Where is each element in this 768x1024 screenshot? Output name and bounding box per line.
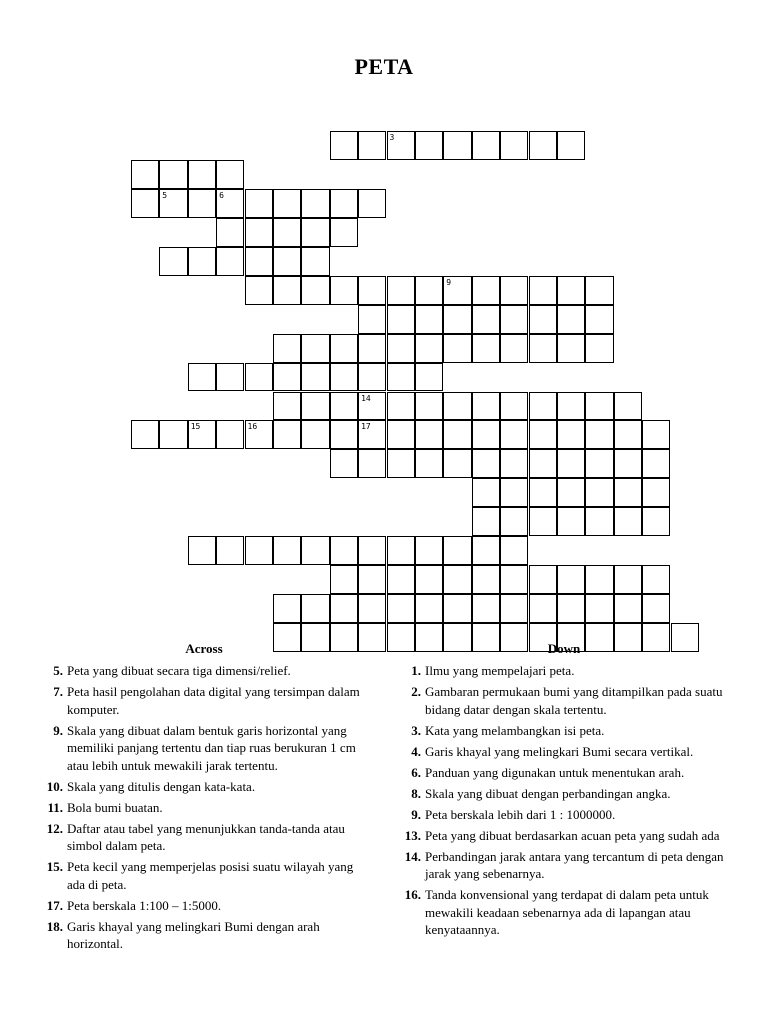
grid-cell[interactable] [415,420,443,449]
grid-cell[interactable] [301,536,329,565]
grid-cell[interactable] [245,218,273,247]
grid-cell[interactable] [472,507,500,536]
clue-num: 3. [411,722,421,738]
grid-cell[interactable] [557,276,585,305]
clue-num: 12. [46,820,63,836]
clue-num: 6. [411,764,421,780]
clue-num: 1. [411,663,421,678]
grid-cell[interactable] [557,594,585,623]
grid-cell[interactable] [472,449,500,478]
down-heading: Down [547,641,581,656]
grid-cell[interactable] [529,507,557,536]
grid-cell[interactable] [557,565,585,594]
down-clue [396,722,732,740]
grid-cell[interactable] [614,478,642,507]
down-clue [396,827,732,845]
grid-cell[interactable] [415,536,443,565]
grid-cell[interactable] [614,565,642,594]
grid-cell[interactable] [585,334,613,363]
grid-cell[interactable] [443,131,471,160]
grid-cell[interactable] [330,392,358,421]
grid-cell[interactable] [443,305,471,334]
grid-cell[interactable] [500,334,528,363]
grid-cell[interactable] [330,536,358,565]
grid-cell[interactable] [301,594,329,623]
grid-cell[interactable] [358,363,386,392]
grid-cell[interactable] [159,160,187,189]
page-title: PETA [354,54,414,79]
grid-cell[interactable] [529,305,557,334]
grid-cell[interactable] [557,449,585,478]
grid-cell[interactable] [387,536,415,565]
clue-number: 9 [446,277,452,287]
clue-text: Peta kecil yang memperjelas posisi suatu wilayah yang ada di peta. [67,859,354,892]
grid-cell[interactable] [500,276,528,305]
grid-cell[interactable] [500,478,528,507]
grid-cell[interactable] [557,305,585,334]
clue-num: 10. [46,778,63,794]
grid-cell[interactable] [387,449,415,478]
grid-cell[interactable] [642,478,670,507]
grid-cell[interactable] [273,363,301,392]
grid-cell[interactable] [500,392,528,421]
grid-cell[interactable] [159,189,187,218]
grid-cell[interactable] [273,189,301,218]
grid-cell[interactable] [500,507,528,536]
grid-cell[interactable] [301,276,329,305]
grid-cell[interactable] [188,247,216,276]
grid-cell[interactable] [358,565,386,594]
grid-cell[interactable] [330,334,358,363]
grid-cell[interactable] [330,420,358,449]
clue-text: Daftar atau tabel yang menunjukkan tanda-tanda atau simbol dalam peta. [67,820,345,853]
grid-cell[interactable] [500,594,528,623]
grid-cell[interactable] [415,131,443,160]
clue-number: 17 [361,422,371,432]
clue-number: 15 [190,422,201,432]
grid-cell[interactable] [358,189,386,218]
grid-cell[interactable] [472,131,500,160]
grid-cell[interactable] [415,392,443,421]
grid-cell[interactable] [358,305,386,334]
grid-cell[interactable] [642,449,670,478]
grid-cell[interactable] [443,536,471,565]
clue-num: 13. [404,827,421,843]
grid-cell[interactable] [642,565,670,594]
clue-text: Peta yang dibuat berdasarkan acuan peta yang sudah ada [425,827,720,843]
grid-cell[interactable] [415,594,443,623]
grid-cell[interactable] [330,449,358,478]
grid-cell[interactable] [415,363,443,392]
grid-cell[interactable] [330,565,358,594]
grid-cell[interactable] [443,276,471,305]
clue-text: Peta hasil pengolahan data digital yang tersimpan dalam komputer. [67,684,360,717]
grid-cell[interactable] [216,363,244,392]
across-clue [38,858,370,893]
grid-cell[interactable] [529,392,557,421]
grid-cell[interactable] [500,536,528,565]
clue-text: Ilmu yang mempelajari peta. [425,663,575,678]
down-clue [396,886,732,939]
clue-text: Perbandingan jarak antara yang tercantum di peta dengan jarak yang sebenarnya. [425,848,724,881]
grid-cell[interactable] [387,392,415,421]
grid-cell[interactable] [387,594,415,623]
grid-cell[interactable] [273,594,301,623]
down-clue [396,848,732,883]
clue-num: 2. [411,684,421,699]
grid-cell[interactable] [245,189,273,218]
across-clue [38,778,370,796]
grid-cell[interactable] [216,420,244,449]
grid-cell[interactable] [273,334,301,363]
grid-cell[interactable] [443,334,471,363]
grid-cell[interactable] [472,565,500,594]
grid-cell[interactable] [415,334,443,363]
grid-cell[interactable] [472,392,500,421]
grid-cell[interactable] [188,536,216,565]
grid-cell[interactable] [216,160,244,189]
across-heading: Across [185,641,223,656]
clue-text: Garis khayal yang melingkari Bumi dengan arah horizontal. [67,918,320,951]
grid-cell[interactable] [415,565,443,594]
clue-num: 5. [53,663,63,678]
grid-cell[interactable] [358,449,386,478]
grid-cell[interactable] [131,189,159,218]
clue-number: 14 [361,393,371,403]
across-clue [38,799,370,817]
grid-cell[interactable] [358,276,386,305]
grid-cell[interactable] [614,507,642,536]
grid-cell[interactable] [443,420,471,449]
grid-cell[interactable] [472,478,500,507]
grid-cell[interactable] [131,160,159,189]
grid-cell[interactable] [387,131,415,160]
grid-cell[interactable] [500,131,528,160]
grid-cell[interactable] [245,420,273,449]
grid-cell[interactable] [500,565,528,594]
grid-cell[interactable] [188,189,216,218]
grid-cell[interactable] [358,594,386,623]
clue-num: 18. [46,918,63,934]
grid-cell[interactable] [585,392,613,421]
grid-cell[interactable] [585,449,613,478]
grid-cell[interactable] [358,131,386,160]
grid-cell[interactable] [330,363,358,392]
grid-cell[interactable] [273,247,301,276]
grid-cell[interactable] [330,218,358,247]
grid-cell[interactable] [557,478,585,507]
clue-num: 11. [47,799,63,815]
grid-cell[interactable] [557,420,585,449]
grid-cell[interactable] [216,218,244,247]
down-clue [396,683,732,718]
clue-text: Skala yang dibuat dalam bentuk garis horizontal yang memiliki panjang tertentu dan tiap ruas berukuran 1 cm atau lebih untuk mewakili jarak tertentu. [67,722,356,773]
grid-cell[interactable] [301,334,329,363]
grid-cell[interactable] [301,189,329,218]
grid-cell[interactable] [642,420,670,449]
clue-text: Tanda konvensional yang terdapat di dalam peta untuk mewakili keadaan sebenarnya ada di lapangan atau kenyataannya. [425,887,709,937]
grid-cell[interactable] [245,247,273,276]
grid-cell[interactable] [330,189,358,218]
down-clue [396,806,732,824]
across-clue [38,662,370,680]
grid-cell[interactable] [472,276,500,305]
grid-cell[interactable] [443,594,471,623]
grid-cell[interactable] [216,189,244,218]
grid-cell[interactable] [159,420,187,449]
clue-num: 16. [404,887,421,902]
grid-cell[interactable] [500,449,528,478]
grid-cell[interactable] [387,276,415,305]
grid-cell[interactable] [443,449,471,478]
across-clue [38,918,370,953]
grid-cell[interactable] [330,131,358,160]
grid-cell[interactable] [472,305,500,334]
clue-number: 3 [389,133,395,143]
grid-cell[interactable] [301,363,329,392]
grid-cell[interactable] [216,536,244,565]
across-list [38,662,370,953]
grid-cell[interactable] [188,420,216,449]
grid-cell[interactable] [188,363,216,392]
grid-cell[interactable] [642,507,670,536]
grid-cell[interactable] [387,305,415,334]
clue-num: 9. [411,806,421,822]
grid-cell[interactable] [273,392,301,421]
across-clue [38,722,370,775]
grid-cell[interactable] [415,305,443,334]
grid-cell[interactable] [585,420,613,449]
grid-cell[interactable] [387,420,415,449]
grid-cell[interactable] [500,305,528,334]
clue-text: Peta berskala 1:100 – 1:5000. [67,897,222,913]
grid-cell[interactable] [642,594,670,623]
grid-cell[interactable] [557,334,585,363]
grid-cell[interactable] [188,160,216,189]
grid-cell[interactable] [585,305,613,334]
grid-cell[interactable] [529,334,557,363]
grid-cell[interactable] [529,594,557,623]
grid-cell[interactable] [131,420,159,449]
grid-cell[interactable] [529,276,557,305]
grid-cell[interactable] [443,392,471,421]
grid-cell[interactable] [472,594,500,623]
across-clue [38,897,370,915]
grid-cell[interactable] [585,594,613,623]
grid-cell[interactable] [301,247,329,276]
clue-num: 8. [411,785,421,801]
grid-cell[interactable] [415,276,443,305]
grid-cell[interactable] [585,507,613,536]
grid-cell[interactable] [273,420,301,449]
down-clue [396,743,732,761]
clue-number: 16 [247,422,258,432]
grid-cell[interactable] [358,420,386,449]
grid-cell[interactable] [614,449,642,478]
clue-num: 14. [404,848,421,864]
grid-cell[interactable] [301,218,329,247]
grid-cell[interactable] [585,478,613,507]
grid-cell[interactable] [614,392,642,421]
grid-cell[interactable] [358,334,386,363]
grid-cell[interactable] [245,536,273,565]
grid-cell[interactable] [500,420,528,449]
grid-cell[interactable] [216,247,244,276]
clue-text: Skala yang dibuat dengan perbandingan angka. [425,785,671,801]
down-list [396,662,732,939]
grid-cell[interactable] [245,276,273,305]
clue-num: 4. [411,743,421,759]
clue-num: 9. [53,722,63,738]
grid-cell[interactable] [614,594,642,623]
grid-cell[interactable] [529,131,557,160]
clue-num: 17. [46,897,63,913]
grid-cell[interactable] [358,392,386,421]
clue-text: Kata yang melambangkan isi peta. [425,722,605,738]
grid-cell[interactable] [472,420,500,449]
grid-cell[interactable] [529,478,557,507]
clue-num: 7. [53,684,63,699]
grid-cell[interactable] [245,363,273,392]
grid-cell[interactable] [472,334,500,363]
grid-cell[interactable] [273,218,301,247]
grid-cell[interactable] [330,276,358,305]
clue-text: Bola bumi buatan. [67,799,163,815]
grid-cell[interactable] [443,565,471,594]
grid-cell[interactable] [585,565,613,594]
grid-cell[interactable] [557,392,585,421]
grid-cell[interactable] [529,565,557,594]
down-clue [396,785,732,803]
grid-cell[interactable] [159,247,187,276]
grid-cell[interactable] [273,536,301,565]
grid-cell[interactable] [529,420,557,449]
grid-cell[interactable] [301,392,329,421]
clue-text: Peta berskala lebih dari 1 : 1000000. [425,806,616,822]
clue-text: Peta yang dibuat secara tiga dimensi/relief. [67,663,291,678]
grid-cell[interactable] [358,536,386,565]
clue-number: 5 [162,191,168,201]
grid-cell[interactable] [557,507,585,536]
across-clue [38,683,370,718]
across-clue [38,820,370,855]
clue-num: 15. [46,859,63,874]
grid-cell[interactable] [387,363,415,392]
down-clues [396,641,732,942]
grid-cell[interactable] [330,594,358,623]
grid-cell[interactable] [273,276,301,305]
grid-cell[interactable] [387,334,415,363]
down-clue [396,764,732,782]
grid-cell[interactable] [415,449,443,478]
clue-number: 6 [219,191,224,201]
down-clue [396,662,732,680]
grid-cell[interactable] [472,536,500,565]
grid-cell[interactable] [387,565,415,594]
clue-text: Panduan yang digunakan untuk menentukan arah. [425,764,685,780]
grid-cell[interactable] [614,420,642,449]
clue-text: Garis khayal yang melingkari Bumi secara vertikal. [425,743,694,759]
grid-cell[interactable] [301,420,329,449]
clue-text: Gambaran permukaan bumi yang ditampilkan pada suatu bidang datar dengan skala tertentu. [425,684,723,717]
grid-cell[interactable] [557,131,585,160]
across-clues [38,641,370,956]
grid-cell[interactable] [529,449,557,478]
grid-cell[interactable] [585,276,613,305]
clue-text: Skala yang ditulis dengan kata-kata. [67,778,256,794]
